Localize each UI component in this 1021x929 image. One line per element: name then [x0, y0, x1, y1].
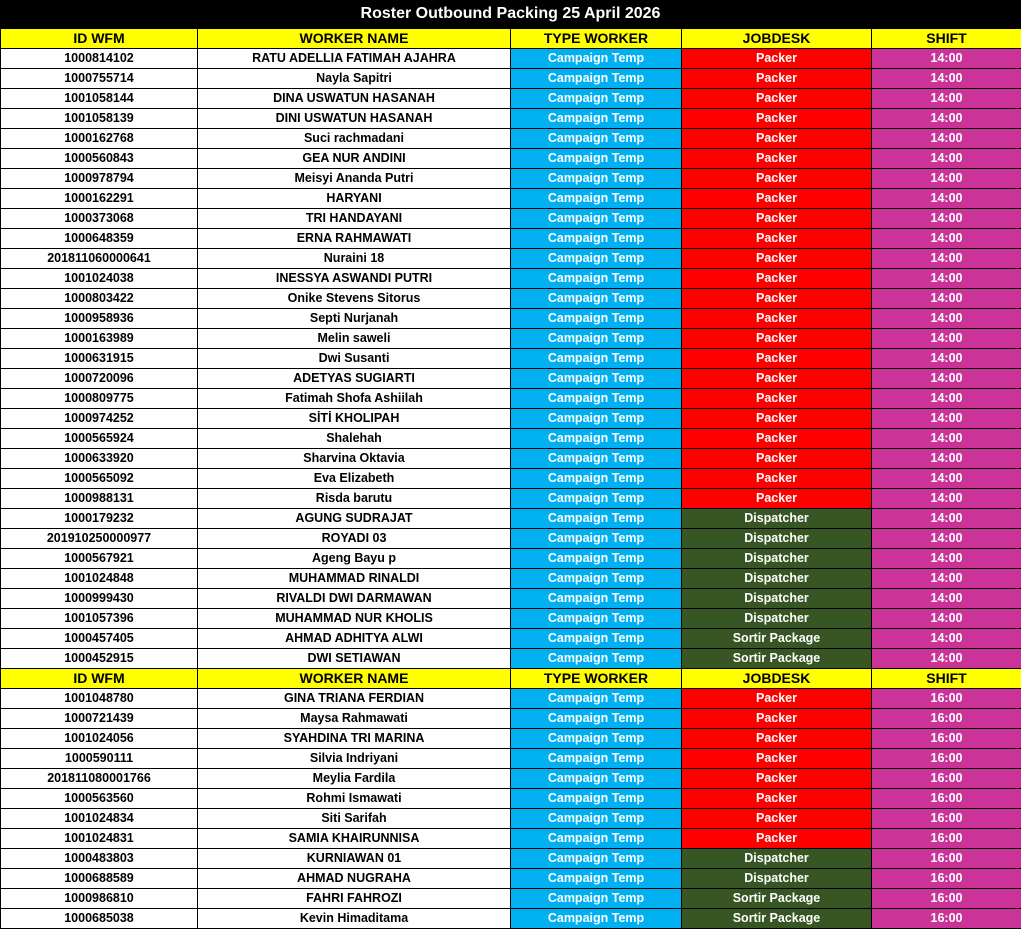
cell-jobdesk[interactable]: Packer [682, 149, 872, 169]
cell-type-worker[interactable]: Campaign Temp [511, 309, 682, 329]
cell-worker-name[interactable]: Melin saweli [198, 329, 511, 349]
cell-id-wfm[interactable]: 1000162291 [1, 189, 198, 209]
table-row [1, 249, 1021, 269]
cell-worker-name[interactable]: RATU ADELLIA FATIMAH AJAHRA [198, 49, 511, 69]
cell-type-worker[interactable]: Campaign Temp [511, 709, 682, 729]
cell-id-wfm[interactable]: 1000986810 [1, 889, 198, 909]
table-row [1, 129, 1021, 149]
header-shift[interactable]: SHIFT [872, 669, 1021, 689]
cell-worker-name[interactable]: SİTİ KHOLIPAH [198, 409, 511, 429]
cell-jobdesk[interactable]: Dispatcher [682, 569, 872, 589]
cell-shift[interactable]: 14:00 [872, 409, 1021, 429]
cell-shift[interactable]: 14:00 [872, 109, 1021, 129]
cell-jobdesk[interactable]: Packer [682, 249, 872, 269]
cell-worker-name[interactable]: Rohmi Ismawati [198, 789, 511, 809]
cell-type-worker[interactable]: Campaign Temp [511, 889, 682, 909]
table-row [1, 209, 1021, 229]
cell-shift[interactable]: 14:00 [872, 289, 1021, 309]
cell-worker-name[interactable]: FAHRI FAHROZI [198, 889, 511, 909]
cell-id-wfm[interactable]: 1000809775 [1, 389, 198, 409]
cell-jobdesk[interactable]: Packer [682, 269, 872, 289]
cell-jobdesk[interactable]: Packer [682, 189, 872, 209]
table-row [1, 89, 1021, 109]
cell-shift[interactable]: 14:00 [872, 489, 1021, 509]
cell-type-worker[interactable]: Campaign Temp [511, 489, 682, 509]
cell-id-wfm[interactable]: 1000720096 [1, 369, 198, 389]
cell-jobdesk[interactable]: Packer [682, 469, 872, 489]
cell-jobdesk[interactable]: Dispatcher [682, 529, 872, 549]
cell-worker-name[interactable]: Maysa Rahmawati [198, 709, 511, 729]
table-row [1, 629, 1021, 649]
cell-jobdesk[interactable]: Packer [682, 709, 872, 729]
cell-worker-name[interactable]: Siti Sarifah [198, 809, 511, 829]
cell-type-worker[interactable]: Campaign Temp [511, 249, 682, 269]
cell-shift[interactable]: 14:00 [872, 609, 1021, 629]
cell-type-worker[interactable]: Campaign Temp [511, 749, 682, 769]
cell-worker-name[interactable]: AHMAD NUGRAHA [198, 869, 511, 889]
cell-type-worker[interactable]: Campaign Temp [511, 129, 682, 149]
cell-id-wfm[interactable]: 1000179232 [1, 509, 198, 529]
cell-jobdesk[interactable]: Packer [682, 809, 872, 829]
cell-jobdesk[interactable]: Sortir Package [682, 889, 872, 909]
cell-id-wfm[interactable]: 1000688589 [1, 869, 198, 889]
cell-jobdesk[interactable]: Packer [682, 829, 872, 849]
cell-shift[interactable]: 16:00 [872, 749, 1021, 769]
cell-jobdesk[interactable]: Dispatcher [682, 589, 872, 609]
table-row [1, 569, 1021, 589]
cell-shift[interactable]: 16:00 [872, 849, 1021, 869]
table-row [1, 349, 1021, 369]
cell-jobdesk[interactable]: Packer [682, 689, 872, 709]
cell-type-worker[interactable]: Campaign Temp [511, 289, 682, 309]
table-row [1, 689, 1021, 709]
cell-id-wfm[interactable]: 1000685038 [1, 909, 198, 929]
cell-worker-name[interactable]: DINI USWATUN HASANAH [198, 109, 511, 129]
table-row [1, 289, 1021, 309]
cell-shift[interactable]: 16:00 [872, 709, 1021, 729]
cell-type-worker[interactable]: Campaign Temp [511, 149, 682, 169]
cell-shift[interactable]: 14:00 [872, 329, 1021, 349]
cell-worker-name[interactable]: Meisyi Ananda Putri [198, 169, 511, 189]
cell-worker-name[interactable]: Nuraini 18 [198, 249, 511, 269]
cell-shift[interactable]: 16:00 [872, 889, 1021, 909]
cell-id-wfm[interactable]: 1000590111 [1, 749, 198, 769]
cell-shift[interactable]: 14:00 [872, 589, 1021, 609]
cell-shift[interactable]: 14:00 [872, 309, 1021, 329]
cell-type-worker[interactable]: Campaign Temp [511, 909, 682, 929]
cell-shift[interactable]: 14:00 [872, 89, 1021, 109]
cell-type-worker[interactable]: Campaign Temp [511, 809, 682, 829]
cell-jobdesk[interactable]: Sortir Package [682, 629, 872, 649]
cell-type-worker[interactable]: Campaign Temp [511, 729, 682, 749]
cell-type-worker[interactable]: Campaign Temp [511, 789, 682, 809]
cell-type-worker[interactable]: Campaign Temp [511, 349, 682, 369]
cell-id-wfm[interactable]: 1000162768 [1, 129, 198, 149]
cell-id-wfm[interactable]: 1000999430 [1, 589, 198, 609]
cell-id-wfm[interactable]: 1001024038 [1, 269, 198, 289]
cell-type-worker[interactable]: Campaign Temp [511, 269, 682, 289]
cell-id-wfm[interactable]: 1001024834 [1, 809, 198, 829]
cell-worker-name[interactable]: KURNIAWAN 01 [198, 849, 511, 869]
cell-worker-name[interactable]: Nayla Sapitri [198, 69, 511, 89]
cell-type-worker[interactable]: Campaign Temp [511, 509, 682, 529]
cell-id-wfm[interactable]: 1000452915 [1, 649, 198, 669]
table-row [1, 589, 1021, 609]
table-row [1, 109, 1021, 129]
cell-jobdesk[interactable]: Packer [682, 489, 872, 509]
table-row [1, 509, 1021, 529]
cell-id-wfm[interactable]: 1000988131 [1, 489, 198, 509]
table-row [1, 449, 1021, 469]
cell-worker-name[interactable]: RIVALDI DWI DARMAWAN [198, 589, 511, 609]
cell-id-wfm[interactable]: 1000633920 [1, 449, 198, 469]
cell-type-worker[interactable]: Campaign Temp [511, 449, 682, 469]
cell-type-worker[interactable]: Campaign Temp [511, 229, 682, 249]
table-row [1, 489, 1021, 509]
cell-worker-name[interactable]: Shalehah [198, 429, 511, 449]
cell-id-wfm[interactable]: 1000721439 [1, 709, 198, 729]
cell-shift[interactable]: 16:00 [872, 729, 1021, 749]
cell-type-worker[interactable]: Campaign Temp [511, 49, 682, 69]
header-jobdesk[interactable]: JOBDESK [682, 669, 872, 689]
cell-jobdesk[interactable]: Dispatcher [682, 509, 872, 529]
cell-shift[interactable]: 14:00 [872, 549, 1021, 569]
cell-worker-name[interactable]: DWI SETIAWAN [198, 649, 511, 669]
header-row [1, 29, 1021, 49]
cell-type-worker[interactable]: Campaign Temp [511, 609, 682, 629]
cell-id-wfm[interactable]: 1000560843 [1, 149, 198, 169]
table-row [1, 769, 1021, 789]
cell-worker-name[interactable]: SYAHDINA TRI MARINA [198, 729, 511, 749]
header-worker-name[interactable]: WORKER NAME [198, 29, 511, 49]
cell-id-wfm[interactable]: 1001024848 [1, 569, 198, 589]
cell-shift[interactable]: 16:00 [872, 909, 1021, 929]
cell-type-worker[interactable]: Campaign Temp [511, 389, 682, 409]
cell-worker-name[interactable]: AGUNG SUDRAJAT [198, 509, 511, 529]
cell-jobdesk[interactable]: Packer [682, 389, 872, 409]
table-row [1, 829, 1021, 849]
table-row [1, 149, 1021, 169]
table-row [1, 189, 1021, 209]
cell-jobdesk[interactable]: Packer [682, 749, 872, 769]
cell-jobdesk[interactable]: Sortir Package [682, 649, 872, 669]
cell-shift[interactable]: 16:00 [872, 689, 1021, 709]
cell-worker-name[interactable]: Septi Nurjanah [198, 309, 511, 329]
table-row [1, 849, 1021, 869]
cell-id-wfm[interactable]: 1000631915 [1, 349, 198, 369]
cell-worker-name[interactable]: DINA USWATUN HASANAH [198, 89, 511, 109]
header-type-worker[interactable]: TYPE WORKER [511, 669, 682, 689]
cell-type-worker[interactable]: Campaign Temp [511, 869, 682, 889]
cell-shift[interactable]: 14:00 [872, 209, 1021, 229]
cell-id-wfm[interactable]: 201811080001766 [1, 769, 198, 789]
cell-id-wfm[interactable]: 1000648359 [1, 229, 198, 249]
cell-jobdesk[interactable]: Dispatcher [682, 869, 872, 889]
cell-type-worker[interactable]: Campaign Temp [511, 829, 682, 849]
table-row [1, 469, 1021, 489]
cell-jobdesk[interactable]: Packer [682, 109, 872, 129]
cell-jobdesk[interactable]: Packer [682, 289, 872, 309]
cell-shift[interactable]: 14:00 [872, 369, 1021, 389]
sheet-title[interactable]: Roster Outbound Packing 25 April 2026 [0, 0, 1021, 28]
cell-shift[interactable]: 14:00 [872, 529, 1021, 549]
cell-worker-name[interactable]: INESSYA ASWANDI PUTRI [198, 269, 511, 289]
table-row [1, 49, 1021, 69]
cell-type-worker[interactable]: Campaign Temp [511, 329, 682, 349]
cell-worker-name[interactable]: Suci rachmadani [198, 129, 511, 149]
cell-id-wfm[interactable]: 1001048780 [1, 689, 198, 709]
cell-shift[interactable]: 14:00 [872, 169, 1021, 189]
cell-jobdesk[interactable]: Dispatcher [682, 849, 872, 869]
cell-worker-name[interactable]: ADETYAS SUGIARTI [198, 369, 511, 389]
cell-type-worker[interactable]: Campaign Temp [511, 849, 682, 869]
cell-jobdesk[interactable]: Packer [682, 169, 872, 189]
header-id-wfm[interactable]: ID WFM [1, 29, 198, 49]
cell-id-wfm[interactable]: 1000974252 [1, 409, 198, 429]
cell-id-wfm[interactable]: 1000755714 [1, 69, 198, 89]
table-row [1, 409, 1021, 429]
cell-type-worker[interactable]: Campaign Temp [511, 569, 682, 589]
cell-shift[interactable]: 16:00 [872, 789, 1021, 809]
cell-id-wfm[interactable]: 1000563560 [1, 789, 198, 809]
table-row [1, 789, 1021, 809]
cell-worker-name[interactable]: Ageng Bayu p [198, 549, 511, 569]
cell-worker-name[interactable]: Onike Stevens Sitorus [198, 289, 511, 309]
table-row [1, 309, 1021, 329]
cell-worker-name[interactable]: HARYANI [198, 189, 511, 209]
cell-type-worker[interactable]: Campaign Temp [511, 369, 682, 389]
table-row [1, 229, 1021, 249]
cell-worker-name[interactable]: MUHAMMAD NUR KHOLIS [198, 609, 511, 629]
cell-type-worker[interactable]: Campaign Temp [511, 429, 682, 449]
cell-jobdesk[interactable]: Packer [682, 429, 872, 449]
table-row [1, 429, 1021, 449]
cell-shift[interactable]: 14:00 [872, 189, 1021, 209]
cell-id-wfm[interactable]: 1001024056 [1, 729, 198, 749]
cell-worker-name[interactable]: Eva Elizabeth [198, 469, 511, 489]
cell-jobdesk[interactable]: Packer [682, 329, 872, 349]
cell-shift[interactable]: 14:00 [872, 629, 1021, 649]
cell-jobdesk[interactable]: Dispatcher [682, 549, 872, 569]
cell-id-wfm[interactable]: 1000457405 [1, 629, 198, 649]
cell-id-wfm[interactable]: 1000814102 [1, 49, 198, 69]
cell-id-wfm[interactable]: 1000803422 [1, 289, 198, 309]
cell-worker-name[interactable]: GINA TRIANA FERDIAN [198, 689, 511, 709]
cell-shift[interactable]: 16:00 [872, 809, 1021, 829]
table-row [1, 549, 1021, 569]
cell-jobdesk[interactable]: Packer [682, 129, 872, 149]
cell-shift[interactable]: 14:00 [872, 249, 1021, 269]
cell-type-worker[interactable]: Campaign Temp [511, 769, 682, 789]
cell-shift[interactable]: 14:00 [872, 509, 1021, 529]
cell-id-wfm[interactable]: 1001024831 [1, 829, 198, 849]
header-id-wfm[interactable]: ID WFM [1, 669, 198, 689]
cell-shift[interactable]: 14:00 [872, 569, 1021, 589]
cell-worker-name[interactable]: Fatimah Shofa Ashiilah [198, 389, 511, 409]
cell-type-worker[interactable]: Campaign Temp [511, 189, 682, 209]
cell-id-wfm[interactable]: 201910250000977 [1, 529, 198, 549]
cell-type-worker[interactable]: Campaign Temp [511, 629, 682, 649]
cell-worker-name[interactable]: Dwi Susanti [198, 349, 511, 369]
cell-jobdesk[interactable]: Packer [682, 369, 872, 389]
header-shift[interactable]: SHIFT [872, 29, 1021, 49]
cell-worker-name[interactable]: GEA NUR ANDINI [198, 149, 511, 169]
cell-id-wfm[interactable]: 1000483803 [1, 849, 198, 869]
cell-jobdesk[interactable]: Packer [682, 789, 872, 809]
cell-shift[interactable]: 14:00 [872, 649, 1021, 669]
cell-type-worker[interactable]: Campaign Temp [511, 589, 682, 609]
cell-shift[interactable]: 14:00 [872, 429, 1021, 449]
table-row [1, 749, 1021, 769]
cell-id-wfm[interactable]: 1001057396 [1, 609, 198, 629]
cell-jobdesk[interactable]: Packer [682, 69, 872, 89]
cell-worker-name[interactable]: Risda barutu [198, 489, 511, 509]
cell-jobdesk[interactable]: Packer [682, 89, 872, 109]
table-row [1, 909, 1021, 929]
table-row [1, 609, 1021, 629]
cell-id-wfm[interactable]: 1000373068 [1, 209, 198, 229]
cell-jobdesk[interactable]: Sortir Package [682, 909, 872, 929]
table-row [1, 169, 1021, 189]
cell-shift[interactable]: 14:00 [872, 389, 1021, 409]
table-row [1, 529, 1021, 549]
cell-type-worker[interactable]: Campaign Temp [511, 69, 682, 89]
cell-id-wfm[interactable]: 1000163989 [1, 329, 198, 349]
cell-shift[interactable]: 14:00 [872, 229, 1021, 249]
table-row [1, 709, 1021, 729]
cell-jobdesk[interactable]: Dispatcher [682, 609, 872, 629]
cell-shift[interactable]: 14:00 [872, 349, 1021, 369]
cell-worker-name[interactable]: Kevin Himaditama [198, 909, 511, 929]
cell-id-wfm[interactable]: 1001058144 [1, 89, 198, 109]
cell-worker-name[interactable]: Meylia Fardila [198, 769, 511, 789]
cell-worker-name[interactable]: MUHAMMAD RINALDI [198, 569, 511, 589]
cell-jobdesk[interactable]: Packer [682, 309, 872, 329]
cell-id-wfm[interactable]: 1000565092 [1, 469, 198, 489]
cell-shift[interactable]: 14:00 [872, 49, 1021, 69]
table-row [1, 69, 1021, 89]
cell-shift[interactable]: 16:00 [872, 869, 1021, 889]
cell-shift[interactable]: 14:00 [872, 129, 1021, 149]
cell-jobdesk[interactable]: Packer [682, 49, 872, 69]
header-jobdesk[interactable]: JOBDESK [682, 29, 872, 49]
cell-type-worker[interactable]: Campaign Temp [511, 89, 682, 109]
roster-table [0, 28, 1021, 929]
cell-shift[interactable]: 14:00 [872, 449, 1021, 469]
cell-worker-name[interactable]: TRI HANDAYANI [198, 209, 511, 229]
cell-type-worker[interactable]: Campaign Temp [511, 649, 682, 669]
cell-id-wfm[interactable]: 1000958936 [1, 309, 198, 329]
cell-jobdesk[interactable]: Packer [682, 209, 872, 229]
cell-worker-name[interactable]: ERNA RAHMAWATI [198, 229, 511, 249]
table-row [1, 329, 1021, 349]
table-row [1, 869, 1021, 889]
cell-worker-name[interactable]: ROYADI 03 [198, 529, 511, 549]
table-row [1, 389, 1021, 409]
cell-worker-name[interactable]: Silvia Indriyani [198, 749, 511, 769]
cell-shift[interactable]: 14:00 [872, 69, 1021, 89]
cell-type-worker[interactable]: Campaign Temp [511, 469, 682, 489]
header-row [1, 669, 1021, 689]
cell-type-worker[interactable]: Campaign Temp [511, 209, 682, 229]
cell-shift[interactable]: 16:00 [872, 769, 1021, 789]
cell-shift[interactable]: 16:00 [872, 829, 1021, 849]
table-row [1, 269, 1021, 289]
cell-shift[interactable]: 14:00 [872, 149, 1021, 169]
cell-shift[interactable]: 14:00 [872, 269, 1021, 289]
cell-jobdesk[interactable]: Packer [682, 229, 872, 249]
cell-jobdesk[interactable]: Packer [682, 349, 872, 369]
cell-worker-name[interactable]: SAMIA KHAIRUNNISA [198, 829, 511, 849]
header-type-worker[interactable]: TYPE WORKER [511, 29, 682, 49]
cell-type-worker[interactable]: Campaign Temp [511, 409, 682, 429]
cell-jobdesk[interactable]: Packer [682, 769, 872, 789]
cell-type-worker[interactable]: Campaign Temp [511, 109, 682, 129]
table-row [1, 369, 1021, 389]
table-row [1, 809, 1021, 829]
cell-jobdesk[interactable]: Packer [682, 449, 872, 469]
cell-type-worker[interactable]: Campaign Temp [511, 549, 682, 569]
cell-type-worker[interactable]: Campaign Temp [511, 689, 682, 709]
cell-worker-name[interactable]: Sharvina Oktavia [198, 449, 511, 469]
cell-jobdesk[interactable]: Packer [682, 729, 872, 749]
cell-id-wfm[interactable]: 1000978794 [1, 169, 198, 189]
table-row [1, 729, 1021, 749]
cell-id-wfm[interactable]: 201811060000641 [1, 249, 198, 269]
table-row [1, 649, 1021, 669]
cell-id-wfm[interactable]: 1000565924 [1, 429, 198, 449]
cell-type-worker[interactable]: Campaign Temp [511, 529, 682, 549]
cell-worker-name[interactable]: AHMAD ADHITYA ALWI [198, 629, 511, 649]
table-row [1, 889, 1021, 909]
cell-type-worker[interactable]: Campaign Temp [511, 169, 682, 189]
cell-jobdesk[interactable]: Packer [682, 409, 872, 429]
cell-id-wfm[interactable]: 1001058139 [1, 109, 198, 129]
cell-shift[interactable]: 14:00 [872, 469, 1021, 489]
cell-id-wfm[interactable]: 1000567921 [1, 549, 198, 569]
header-worker-name[interactable]: WORKER NAME [198, 669, 511, 689]
